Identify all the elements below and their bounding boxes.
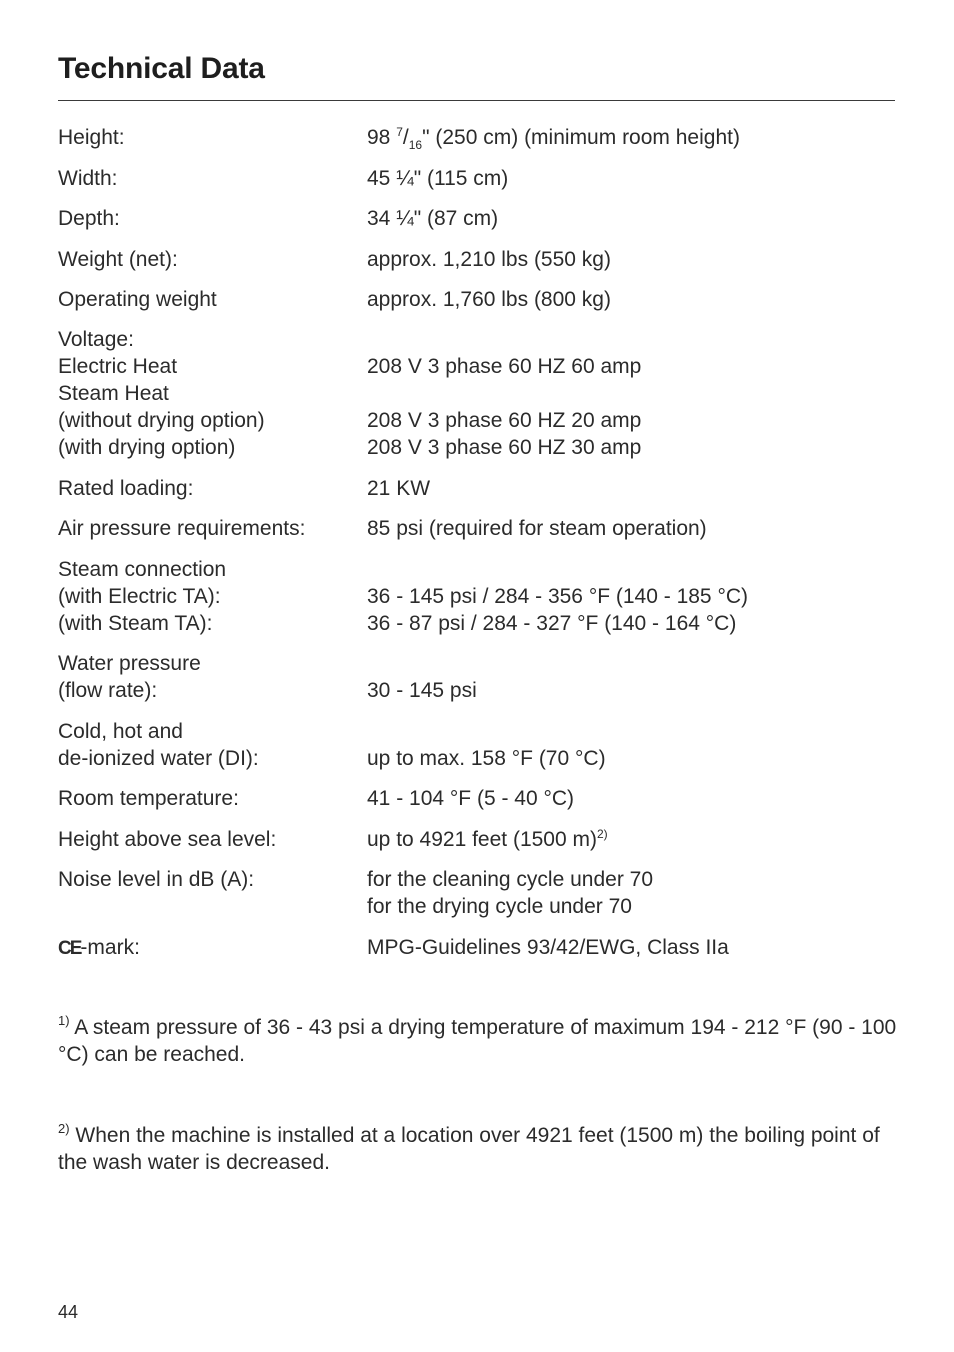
voltage-electric-value: 208 V 3 phase 60 HZ 60 amp: [367, 355, 642, 378]
height-frac-denominator: 16: [408, 138, 423, 152]
spec-label: Height above sea level:: [58, 828, 277, 851]
steam-steam-value: 36 - 87 psi / 284 - 327 °F (140 - 164 °C): [367, 612, 737, 635]
height-frac-slash: /: [402, 126, 409, 149]
spec-value: 34 ¼" (87 cm): [367, 207, 499, 230]
steam-electric-label: (with Electric TA):: [58, 585, 221, 608]
noise-value-cleaning: for the cleaning cycle under 70: [367, 868, 654, 891]
spec-label: [58, 556, 363, 637]
footnote-2-mark: 2): [58, 1121, 70, 1136]
spec-label: Noise level in dB (A):: [58, 868, 255, 891]
spec-label: [58, 718, 363, 772]
footnote-1-mark: 1): [58, 1013, 70, 1028]
voltage-nodry-value: 208 V 3 phase 60 HZ 20 amp: [367, 409, 642, 432]
voltage-dry-label: (with drying option): [58, 436, 236, 459]
ce-mark-logo: CE: [58, 938, 81, 959]
voltage-steam-label: Steam Heat: [58, 382, 169, 405]
spec-value: 85 psi (required for steam operation): [367, 517, 707, 540]
spec-label: Room temperature:: [58, 787, 239, 810]
title-divider: [58, 100, 895, 101]
page-number: 44: [58, 1302, 79, 1322]
steam-label: Steam connection: [58, 558, 227, 581]
height-whole: 98: [367, 126, 397, 149]
water-flow-label: (flow rate):: [58, 679, 158, 702]
footnote-1-text: A steam pressure of 36 - 43 psi a drying temperature of maximum 194 - 212 °F (90 - 100 °C) can be reached.: [58, 1016, 897, 1066]
footnote-ref: 2): [597, 827, 608, 841]
spec-label: [58, 650, 363, 704]
spec-value: [367, 650, 898, 704]
spec-value: MPG-Guidelines 93/42/EWG, Class IIa: [367, 936, 729, 959]
spec-value: approx. 1,210 lbs (550 kg): [367, 248, 611, 271]
cold-di-label: de-ionized water (DI):: [58, 747, 259, 770]
water-label: Water pressure: [58, 652, 201, 675]
spec-value: 41 - 104 °F (5 - 40 °C): [367, 787, 575, 810]
spec-label: Weight (net):: [58, 248, 178, 271]
spec-value: [367, 556, 898, 637]
sea-value: up to 4921 feet (1500 m): [367, 828, 597, 851]
spec-value: [367, 826, 898, 853]
cold-label: Cold, hot and: [58, 720, 183, 743]
height-frac-numerator: 7: [396, 125, 403, 139]
steam-electric-value: 36 - 145 psi / 284 - 356 °F (140 - 185 °C): [367, 585, 748, 608]
spec-value: [367, 326, 898, 461]
voltage-label: Voltage:: [58, 328, 134, 351]
voltage-dry-value: 208 V 3 phase 60 HZ 30 amp: [367, 436, 642, 459]
spec-label: [58, 326, 363, 461]
voltage-nodry-label: (without drying option): [58, 409, 265, 432]
spec-label: Rated loading:: [58, 477, 194, 500]
spec-label: Height:: [58, 126, 125, 149]
water-value: 30 - 145 psi: [367, 679, 477, 702]
spec-value: approx. 1,760 lbs (800 kg): [367, 288, 611, 311]
spec-label: Depth:: [58, 207, 120, 230]
noise-value-drying: for the drying cycle under 70: [367, 895, 632, 918]
spec-value: [367, 124, 898, 151]
height-rest: " (250 cm) (minimum room height): [422, 126, 740, 149]
spec-value: 45 ¼" (115 cm): [367, 167, 509, 190]
voltage-electric-label: Electric Heat: [58, 355, 178, 378]
steam-steam-label: (with Steam TA):: [58, 612, 213, 635]
spec-value: [367, 718, 898, 772]
spec-label: Air pressure requirements:: [58, 517, 306, 540]
page-title: Technical Data: [58, 52, 265, 85]
spec-label: Width:: [58, 167, 118, 190]
spec-label: Operating weight: [58, 288, 217, 311]
footnote-2-text: When the machine is installed at a location over 4921 feet (1500 m) the boiling point of the wash water is decreased.: [58, 1124, 880, 1174]
spec-value: [367, 866, 898, 920]
spec-value: 21 KW: [367, 477, 431, 500]
cold-value: up to max. 158 °F (70 °C): [367, 747, 606, 770]
ce-label: -mark:: [80, 936, 140, 959]
footnote-2: [58, 1122, 898, 1176]
footnote-1: [58, 1014, 898, 1068]
spec-label: [58, 934, 363, 962]
